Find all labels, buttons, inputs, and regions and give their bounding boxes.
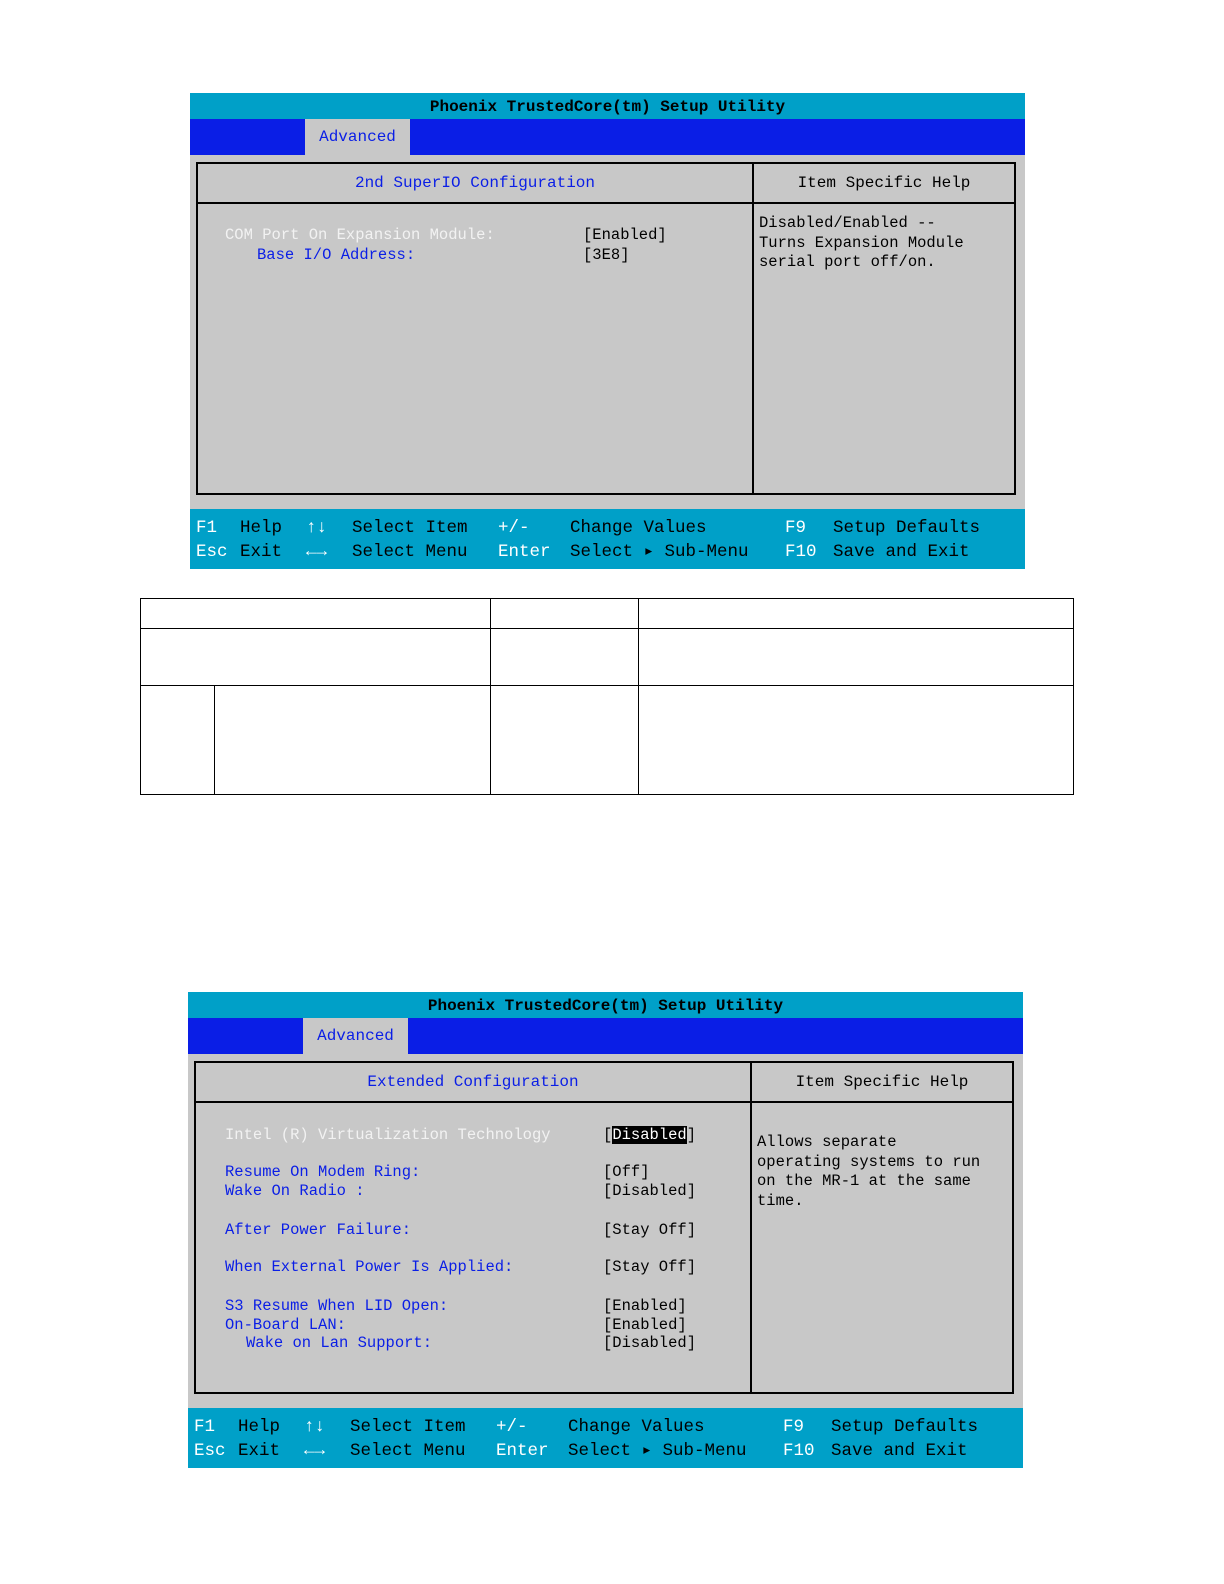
after-power-failure-value[interactable]: [Stay Off] <box>603 1221 697 1239</box>
com-port-expansion-value[interactable]: [Enabled] <box>583 226 667 244</box>
key-legend <box>190 509 1025 569</box>
key-plusminus: +/- <box>496 1417 528 1437</box>
key-help-label: Help <box>240 518 283 538</box>
bios-screen-extended <box>188 992 1023 1468</box>
key-select-item-label: Select Item <box>352 518 468 538</box>
help-text: Disabled/Enabled -- Turns Expansion Module serial port off/on. <box>759 214 964 271</box>
panel-title: Extended Configuration <box>367 1073 579 1091</box>
divider <box>196 1101 1012 1103</box>
tab-advanced[interactable]: Advanced <box>303 1018 408 1054</box>
key-leftright: ←→ <box>306 542 328 562</box>
help-text: Allows separate operating systems to run on the MR-1 at the same time. <box>757 1133 981 1210</box>
tab-advanced[interactable]: Advanced <box>305 119 410 155</box>
key-esc: Esc <box>194 1441 226 1461</box>
table-cell <box>491 629 639 686</box>
key-select-menu-label: Select Menu <box>352 542 468 562</box>
key-exit-label: Exit <box>238 1441 281 1461</box>
key-updown: ↑↓ <box>304 1417 326 1437</box>
key-plusminus: +/- <box>498 518 530 538</box>
key-change-values-label: Change Values <box>570 518 707 538</box>
s3-resume-lid-value[interactable]: [Enabled] <box>603 1297 687 1315</box>
key-f9: F9 <box>783 1417 805 1437</box>
external-power-value[interactable]: [Stay Off] <box>603 1258 697 1276</box>
key-change-values-label: Change Values <box>568 1417 705 1437</box>
key-select-item-label: Select Item <box>350 1417 466 1437</box>
wake-on-lan-label[interactable]: Wake on Lan Support: <box>246 1334 433 1352</box>
menu-bar <box>190 119 1025 155</box>
key-enter: Enter <box>496 1441 549 1461</box>
table-row <box>141 599 1074 629</box>
selected-value-highlight: Disabled <box>612 1126 687 1144</box>
table-cell <box>141 686 215 795</box>
utility-title: Phoenix TrustedCore(tm) Setup Utility <box>188 992 1023 1018</box>
table-cell <box>215 686 491 795</box>
key-save-exit-label: Save and Exit <box>833 542 970 562</box>
table-cell <box>141 629 491 686</box>
divider <box>750 1063 752 1392</box>
settings-panel <box>194 1061 1014 1394</box>
key-help-label: Help <box>238 1417 281 1437</box>
key-save-exit-label: Save and Exit <box>831 1441 968 1461</box>
help-title: Item Specific Help <box>797 174 971 192</box>
help-title: Item Specific Help <box>795 1073 969 1091</box>
table-cell <box>491 686 639 795</box>
table-cell <box>639 599 1074 629</box>
table-cell <box>491 599 639 629</box>
key-setup-defaults-label: Setup Defaults <box>831 1417 979 1437</box>
menu-bar <box>188 1018 1023 1054</box>
wake-on-radio-value[interactable]: [Disabled] <box>603 1182 697 1200</box>
key-esc: Esc <box>196 542 228 562</box>
key-f10: F10 <box>785 542 817 562</box>
external-power-label[interactable]: When External Power Is Applied: <box>225 1258 514 1276</box>
virtualization-label[interactable]: Intel (R) Virtualization Technology <box>225 1126 551 1144</box>
key-select-menu-label: Select Menu <box>350 1441 466 1461</box>
key-updown: ↑↓ <box>306 518 328 538</box>
key-select-submenu-label: Select ▸ Sub-Menu <box>568 1441 747 1461</box>
divider <box>752 164 754 493</box>
com-port-expansion-label[interactable]: COM Port On Expansion Module: <box>225 226 495 244</box>
panel-title: 2nd SuperIO Configuration <box>354 174 596 192</box>
after-power-failure-label[interactable]: After Power Failure: <box>225 1221 412 1239</box>
bios-screen-superio <box>190 93 1025 569</box>
key-enter: Enter <box>498 542 551 562</box>
key-legend <box>188 1408 1023 1468</box>
wake-on-lan-value[interactable]: [Disabled] <box>603 1334 697 1352</box>
wake-on-radio-label[interactable]: Wake On Radio : <box>225 1182 365 1200</box>
table-cell <box>141 599 491 629</box>
key-leftright: ←→ <box>304 1441 326 1461</box>
utility-title: Phoenix TrustedCore(tm) Setup Utility <box>190 93 1025 119</box>
resume-modem-ring-value[interactable]: [Off] <box>603 1163 650 1181</box>
virtualization-value[interactable]: [Disabled] <box>603 1126 697 1144</box>
table-cell <box>639 686 1074 795</box>
resume-modem-ring-label[interactable]: Resume On Modem Ring: <box>225 1163 421 1181</box>
key-setup-defaults-label: Setup Defaults <box>833 518 981 538</box>
table-cell <box>639 629 1074 686</box>
base-io-address-label[interactable]: Base I/O Address: <box>257 246 416 264</box>
onboard-lan-value[interactable]: [Enabled] <box>603 1316 687 1334</box>
settings-panel <box>196 162 1016 495</box>
key-f9: F9 <box>785 518 807 538</box>
key-select-submenu-label: Select ▸ Sub-Menu <box>570 542 749 562</box>
key-exit-label: Exit <box>240 542 283 562</box>
key-f1: F1 <box>196 518 218 538</box>
onboard-lan-label[interactable]: On-Board LAN: <box>225 1316 346 1334</box>
base-io-address-value[interactable]: [3E8] <box>583 246 630 264</box>
table-row <box>141 686 1074 795</box>
divider <box>198 202 1014 204</box>
table-row <box>141 629 1074 686</box>
settings-table <box>140 598 1074 795</box>
key-f1: F1 <box>194 1417 216 1437</box>
s3-resume-lid-label[interactable]: S3 Resume When LID Open: <box>225 1297 449 1315</box>
key-f10: F10 <box>783 1441 815 1461</box>
